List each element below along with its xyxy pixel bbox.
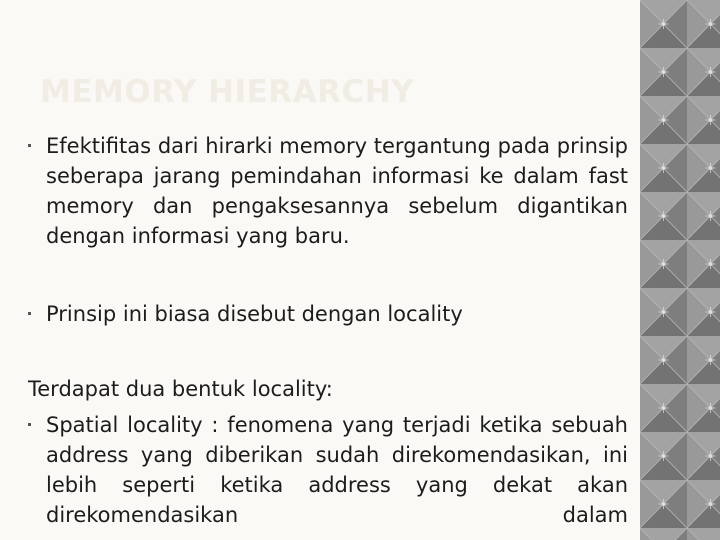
slide-title: MEMORY HIERARCHY <box>40 74 415 110</box>
decorative-pattern-strip <box>640 0 720 540</box>
bullet-text: Prinsip ini biasa disebut dengan locality <box>46 302 463 326</box>
sub-bullet-item <box>28 410 628 530</box>
bullet-marker-icon <box>28 423 31 426</box>
bullet-item <box>28 131 628 251</box>
intro-text: Terdapat dua bentuk locality: <box>28 377 333 401</box>
sub-bullet-text: Spatial locality : fenomena yang terjadi ketika sebuah address yang diberikan sudah direkomendasikan, ini lebih seperti ketika address yang dekat akan direkomendasikan dalam <box>46 413 628 527</box>
diamond-pattern-icon <box>640 0 720 540</box>
bullet-marker-icon <box>28 144 31 147</box>
bullet-text: Efektifitas dari hirarki memory tergantung pada prinsip seberapa jarang pemindahan informasi ke dalam fast memory dan pengaksesannya sebelum digantikan dengan informasi yang baru. <box>46 134 628 248</box>
bullet-item <box>28 299 628 329</box>
bullet-marker-icon <box>28 312 31 315</box>
